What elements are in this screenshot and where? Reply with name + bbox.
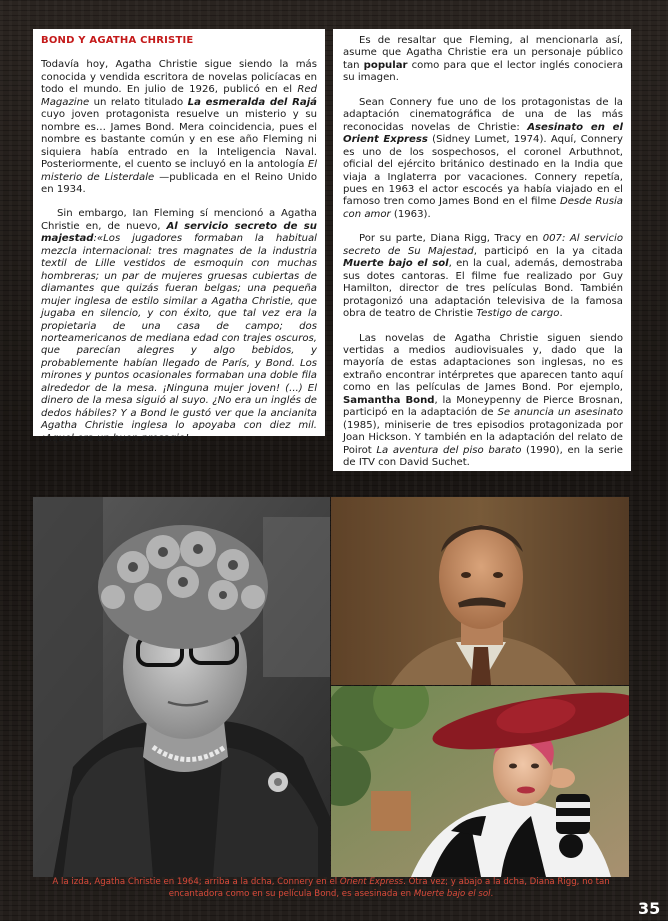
- text-run: como para que el lector inglés conociera su imagen.: [343, 59, 624, 84]
- text-run: Sean Connery fue uno de los protagonistas de la adaptación cinematográfica de una de las más reconocidas novelas de Christie:: [343, 96, 623, 133]
- text-run: :«Los jugadores formaban la habitual mezcla internacional: tres magnates de la industria textil de Lille vestidos de esmoquin con muchas hombreras; un par de mujeres gruesas cubiertas de diamantes que quizás fueran belgas; una pequeña mujer inglesa de estilo similar a Agatha Christie, que jugaba en silencio, y con éxito, que tal vez era la propietaria de una casa de campo; dos norteamericanos de mediana edad con trajes oscuros, que parecían alegres y algo bebidos, y probablemente habían llegado de París, y Bond. Los mirones y puntos ocasionales formaban una doble fila alrededor de la mesa. ¡Ninguna mujer joven! (...) El dinero de la mesa siguió al suyo. ¿No era un inglés de dedos hábiles? Y a Bond le gustó ver que la ancianita Agatha Christie inglesa lo apoyaba con diez mil. ¡Aquel era un buen presagio!»: [41, 233, 317, 444]
- text-run: —publicada en el Reino Unido en 1934.: [41, 171, 317, 195]
- text-run: .: [559, 308, 563, 320]
- page-number: 35: [638, 899, 661, 918]
- text-run: Sin embargo, Ian Fleming sí mencionó a Agatha Christie en, de nuevo,: [41, 208, 317, 232]
- paragraph-4: [343, 97, 623, 222]
- right-text-column: [333, 29, 631, 471]
- text-run: (1985), miniserie de tres episodios protagonizada por Joan Hickson. Y también en la adaptación del relato de Poirot: [343, 419, 623, 456]
- paragraph-6: [343, 333, 623, 470]
- photo-caption: [33, 877, 629, 905]
- text-run: Testigo de cargo: [476, 308, 560, 320]
- text-run: . Otra vez; y abajo a la dcha, Diana Rigg, no tan encantadora como en su película Bond, es asesinada en: [168, 877, 610, 899]
- text-run: , la Moneypenny de Pierce Brosnan, participó en la adaptación de: [343, 394, 623, 419]
- text-run: Asesinato en el Orient Express: [343, 121, 623, 146]
- text-run: 007: Al servicio secreto de Su Majestad: [343, 233, 623, 257]
- text-run: (Sidney Lumet, 1974). Aquí, Connery es uno de los sospechosos, el coronel Arbuthnot, oficial del ejército británico destinado en la India que viaja a Inglaterra por vacaciones. Connery repetía, pues en 1963 el actor escocés ya había viajado en el famoso tren como James Bond en el filme: [343, 134, 623, 208]
- left-text-column: [33, 29, 325, 444]
- text-run: (1990), en la serie de ITV con David Suchet.: [343, 444, 623, 469]
- text-run: .: [195, 432, 199, 444]
- sean-connery-photo: [331, 497, 629, 685]
- paragraph-3: [343, 35, 623, 85]
- text-run: .: [490, 888, 494, 899]
- paragraph-1: [41, 59, 317, 196]
- text-run: A la izda, Agatha Christie en 1964; arriba a la dcha, Connery en el: [52, 877, 340, 887]
- text-run: cuyo joven protagonista resuelve un misterio y su nombre es… James Bond. Mera coincidencia, pues el nombre es bastante común y en ese año Fleming ni siquiera había entrado en la Inteligencia Naval. Posteriormente, el cuento se incluyó en la antología: [41, 109, 317, 171]
- text-run: Al servicio secreto de su majestad: [41, 220, 317, 245]
- text-run: Se anuncia un asesinato: [497, 407, 624, 419]
- text-run: La esmeralda del Rajá: [187, 96, 317, 108]
- text-run: La aventura del piso barato: [376, 444, 522, 456]
- diana-rigg-photo: [331, 686, 629, 877]
- text-run: Samantha Bond: [343, 394, 435, 406]
- text-run: un relato titulado: [89, 96, 188, 108]
- text-run: Las novelas de Agatha Christie siguen siendo vertidas a medios audiovisuales y, dado que la mayoría de estas adaptaciones son inglesas, no es extraño encontrar intérpretes que aparecen tanto aquí como en las películas de James Bond. Por ejemplo,: [343, 332, 623, 394]
- text-run: El misterio de Listerdale: [41, 159, 317, 183]
- paragraph-5: [343, 233, 623, 320]
- text-run: , en la cual, además, demostraba sus dotes cantoras. El filme fue realizado por Guy Hamilton, director de tres películas Bond. También protagonizó una adaptación televisiva de la famosa obra de teatro de Christie: [343, 258, 623, 320]
- text-run: popular: [363, 59, 408, 71]
- text-run: Desde Rusia con amor: [343, 196, 623, 220]
- section-heading: BOND Y AGATHA CHRISTIE: [41, 35, 194, 46]
- text-run: Muerte bajo el sol: [343, 258, 449, 270]
- text-run: Por su parte, Diana Rigg, Tracy en: [359, 233, 543, 245]
- text-run: (1963).: [390, 208, 431, 220]
- text-run: Red Magazine: [41, 84, 317, 108]
- agatha-christie-photo: [33, 497, 330, 877]
- text-run: Muerte bajo el sol: [413, 888, 491, 899]
- text-run: Todavía hoy, Agatha Christie sigue siendo la más conocida y vendida escritora de novelas policíacas en todo el mundo. En julio de 1926, publicó en el: [41, 59, 317, 96]
- text-run: Es de resaltar que Fleming, al mencionarla así, asume que Agatha Christie era un personaje público tan: [343, 35, 623, 71]
- text-run: , participó en la ya citada: [473, 245, 623, 257]
- text-run: Orient Express: [339, 877, 404, 887]
- paragraph-2: [41, 208, 317, 445]
